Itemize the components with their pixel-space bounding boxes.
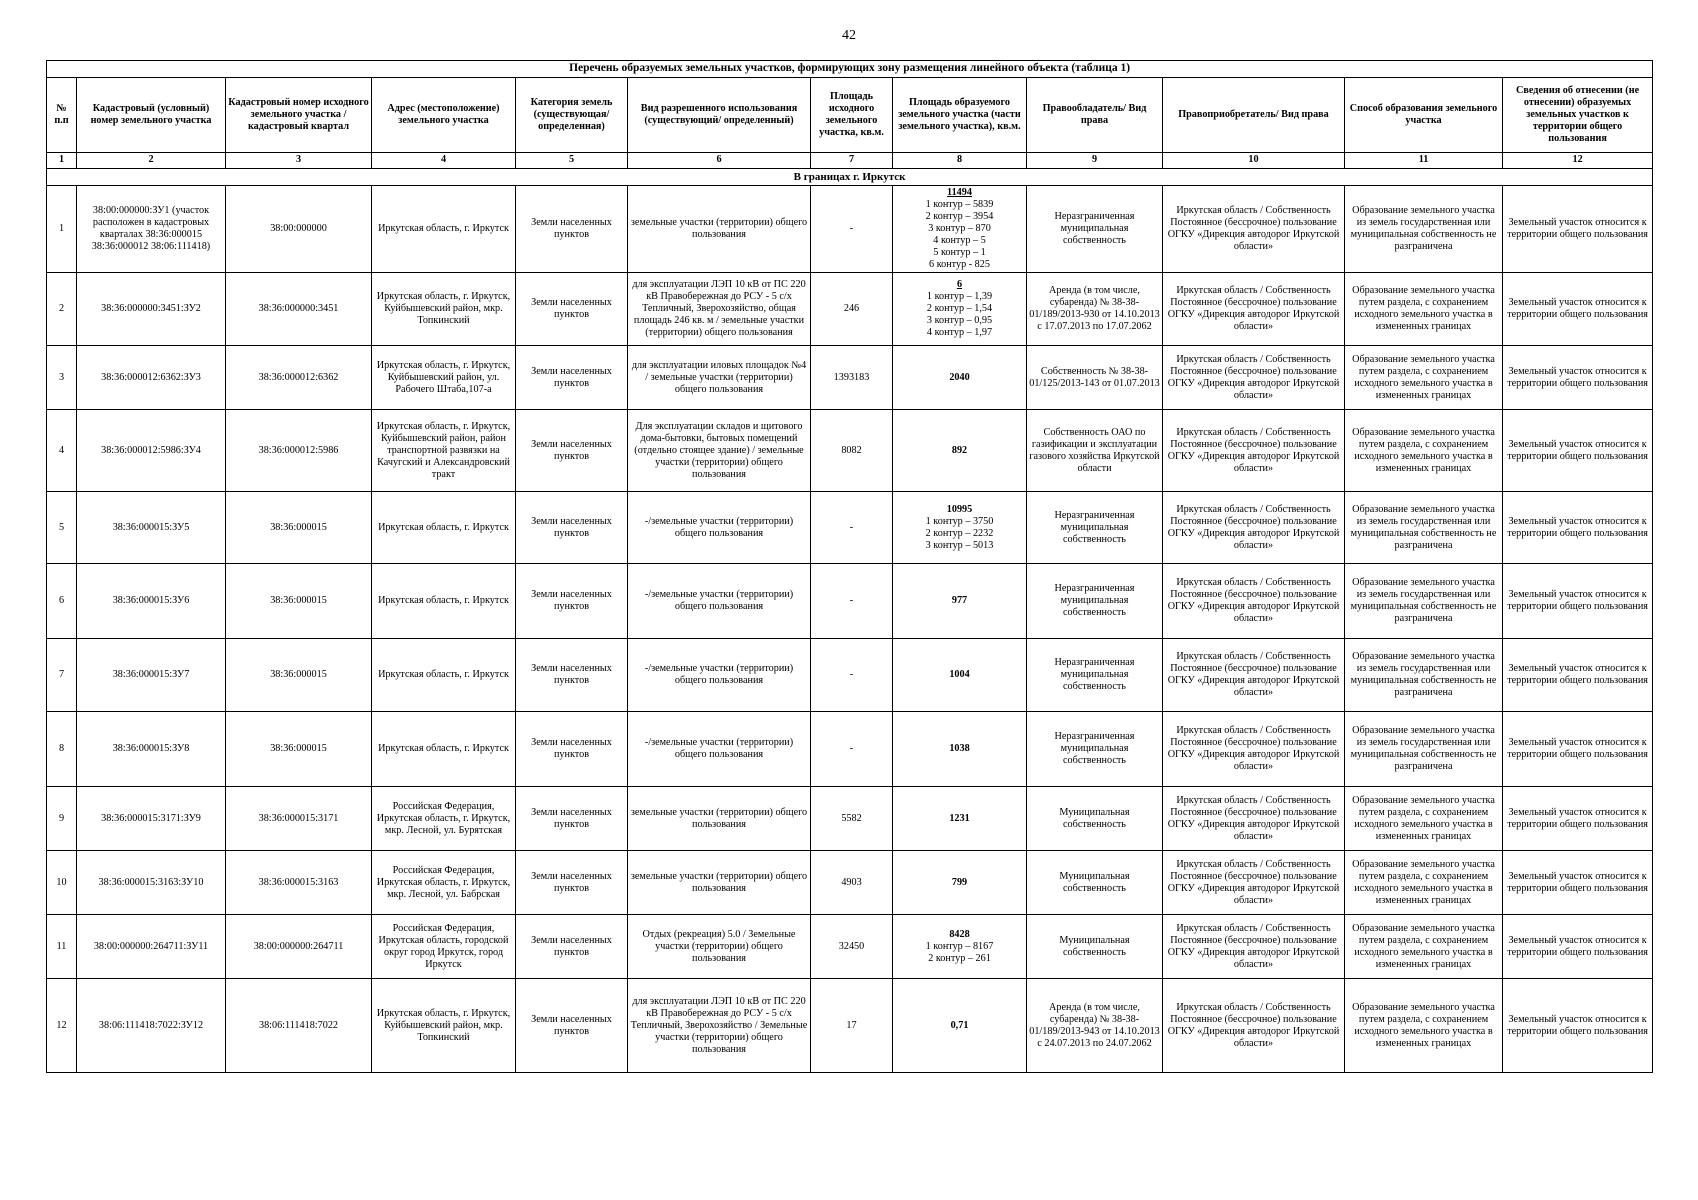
row-number: 4 [47,410,77,492]
right-acquirer: Иркутская область / Собственность Постоянное (бессрочное) пользование ОГКУ «Дирекция автодорог Иркутской области» [1163,712,1345,787]
formation-method: Образование земельного участка путем раздела, с сохранением исходного земельного участка в измененных границах [1345,346,1503,410]
formed-area-total: 1004 [949,669,970,681]
formation-method: Образование земельного участка путем раздела, с сохранением исходного земельного участка в измененных границах [1345,979,1503,1073]
column-header: Адрес (местоположение) земельного участка [372,78,516,153]
formation-method: Образование земельного участка путем раздела, с сохранением исходного земельного участка в измененных границах [1345,273,1503,346]
address: Иркутская область, г. Иркутск [372,712,516,787]
column-number: 5 [516,153,628,169]
right-acquirer: Иркутская область / Собственность Постоянное (бессрочное) пользование ОГКУ «Дирекция автодорог Иркутской области» [1163,787,1345,851]
formed-area-total: 892 [951,444,968,456]
land-category: Земли населенных пунктов [516,979,628,1073]
table-body [47,186,1653,1073]
permitted-use: -/земельные участки (территории) общего пользования [628,639,811,712]
cadastral-number: 38:36:000012:5986:ЗУ4 [77,410,226,492]
table-row [47,410,1653,492]
address: Иркутская область, г. Иркутск, Куйбышевский район, ул. Рабочего Штаба,107-а [372,346,516,410]
address: Российская Федерация, Иркутская область, городской округ город Иркутск, город Иркутск [372,915,516,979]
right-holder: Неразграниченная муниципальная собственность [1027,492,1163,564]
column-header: Правообладатель/ Вид права [1027,78,1163,153]
formed-area [893,410,1027,492]
source-cadastral-number: 38:06:111418:7022 [226,979,372,1073]
column-header: Площадь исходного земельного участка, кв.м. [811,78,893,153]
permitted-use: -/земельные участки (территории) общего пользования [628,712,811,787]
table-row [47,273,1653,346]
right-acquirer: Иркутская область / Собственность Постоянное (бессрочное) пользование ОГКУ «Дирекция автодорог Иркутской области» [1163,979,1345,1073]
column-number: 10 [1163,153,1345,169]
formed-area [893,492,1027,564]
table-row [47,492,1653,564]
public-use-status: Земельный участок относится к территории общего пользования [1503,851,1653,915]
land-category: Земли населенных пунктов [516,492,628,564]
right-holder: Собственность № 38-38-01/125/2013-143 от 01.07.2013 [1027,346,1163,410]
address: Иркутская область, г. Иркутск, Куйбышевский район, район транспортной развязки на Качугский и Александровский тракт [372,410,516,492]
right-acquirer: Иркутская область / Собственность Постоянное (бессрочное) пользование ОГКУ «Дирекция автодорог Иркутской области» [1163,915,1345,979]
right-acquirer: Иркутская область / Собственность Постоянное (бессрочное) пользование ОГКУ «Дирекция автодорог Иркутской области» [1163,564,1345,639]
land-category: Земли населенных пунктов [516,186,628,273]
row-number: 5 [47,492,77,564]
table-row [47,346,1653,410]
right-acquirer: Иркутская область / Собственность Постоянное (бессрочное) пользование ОГКУ «Дирекция автодорог Иркутской области» [1163,186,1345,273]
table-row [47,639,1653,712]
formed-area-total: 8428 [949,928,970,940]
table-row [47,915,1653,979]
cadastral-number: 38:36:000015:ЗУ7 [77,639,226,712]
right-holder: Муниципальная собственность [1027,851,1163,915]
contour-area: 6 контур - 825 [929,259,990,271]
column-header: Правоприобретатель/ Вид права [1163,78,1345,153]
land-category: Земли населенных пунктов [516,851,628,915]
cadastral-number: 38:36:000015:ЗУ5 [77,492,226,564]
permitted-use: для эксплуатации ЛЭП 10 кВ от ПС 220 кВ Правобережная до РСУ - 5 с/х Тепличный, Зверохозяйство, общая площадь 246 кв. м / земельные участки (территории) общего пользования [628,273,811,346]
source-area: 8082 [811,410,893,492]
right-acquirer: Иркутская область / Собственность Постоянное (бессрочное) пользование ОГКУ «Дирекция автодорог Иркутской области» [1163,410,1345,492]
permitted-use: для эксплуатации ЛЭП 10 кВ от ПС 220 кВ Правобережная до РСУ - 5 с/х Тепличный, Зверохозяйство / Земельные участки (территории) общего пользования [628,979,811,1073]
formed-area-total: 1038 [949,743,970,755]
permitted-use: для эксплуатации иловых площадок №4 / земельные участки (территории) общего пользования [628,346,811,410]
cadastral-number: 38:06:111418:7022:ЗУ12 [77,979,226,1073]
address: Российская Федерация, Иркутская область, г. Иркутск, мкр. Лесной, ул. Бурятская [372,787,516,851]
column-header: Категория земель (существующая/ определенная) [516,78,628,153]
formation-method: Образование земельного участка из земель государственная или муниципальная собственность не разграничена [1345,639,1503,712]
cadastral-number: 38:36:000015:3171:ЗУ9 [77,787,226,851]
source-area: 246 [811,273,893,346]
row-number: 9 [47,787,77,851]
formation-method: Образование земельного участка путем раздела, с сохранением исходного земельного участка в измененных границах [1345,851,1503,915]
formed-area [893,564,1027,639]
public-use-status: Земельный участок относится к территории общего пользования [1503,712,1653,787]
table-title: Перечень образуемых земельных участков, формирующих зону размещения линейного объекта (таблица 1) [47,61,1653,78]
right-holder: Неразграниченная муниципальная собственность [1027,639,1163,712]
public-use-status: Земельный участок относится к территории общего пользования [1503,639,1653,712]
column-header: Сведения об отнесении (не отнесении) образуемых земельных участков к территории общего пользования [1503,78,1653,153]
cadastral-number: 38:36:000012:6362:ЗУ3 [77,346,226,410]
formed-area-total: 6 [956,279,963,291]
land-category: Земли населенных пунктов [516,787,628,851]
row-number: 10 [47,851,77,915]
column-number: 7 [811,153,893,169]
permitted-use: -/земельные участки (территории) общего пользования [628,564,811,639]
contour-area: 1 контур – 5839 [925,199,994,211]
right-acquirer: Иркутская область / Собственность Постоянное (бессрочное) пользование ОГКУ «Дирекция автодорог Иркутской области» [1163,346,1345,410]
column-number: 1 [47,153,77,169]
column-number: 4 [372,153,516,169]
table-row [47,564,1653,639]
right-holder: Неразграниченная муниципальная собственность [1027,564,1163,639]
right-holder: Аренда (в том числе, субаренда) № 38-38-01/189/2013-943 от 14.10.2013 с 24.07.2013 по 24.07.2062 [1027,979,1163,1073]
contour-area: 3 контур – 5013 [925,539,994,551]
land-category: Земли населенных пунктов [516,639,628,712]
contour-area: 1 контур – 1,39 [926,291,993,303]
source-area: - [811,712,893,787]
row-number: 8 [47,712,77,787]
formed-area-total: 0,71 [950,1019,969,1031]
land-plots-table [46,60,1653,1073]
formation-method: Образование земельного участка из земель государственная или муниципальная собственность не разграничена [1345,564,1503,639]
column-number-row [47,153,1653,169]
column-number: 2 [77,153,226,169]
source-area: - [811,564,893,639]
contour-area: 3 контур – 0,95 [926,315,993,327]
source-cadastral-number: 38:36:000012:5986 [226,410,372,492]
address: Иркутская область, г. Иркутск [372,186,516,273]
land-category: Земли населенных пунктов [516,915,628,979]
column-number: 3 [226,153,372,169]
table-row [47,186,1653,273]
source-area: 17 [811,979,893,1073]
row-number: 12 [47,979,77,1073]
public-use-status: Земельный участок относится к территории общего пользования [1503,492,1653,564]
contour-area: 2 контур – 261 [928,952,991,964]
table-row [47,979,1653,1073]
contour-area: 4 контур – 5 [933,235,986,247]
source-area: - [811,186,893,273]
land-category: Земли населенных пунктов [516,712,628,787]
header-row [47,78,1653,153]
source-cadastral-number: 38:36:000015 [226,639,372,712]
right-acquirer: Иркутская область / Собственность Постоянное (бессрочное) пользование ОГКУ «Дирекция автодорог Иркутской области» [1163,639,1345,712]
public-use-status: Земельный участок относится к территории общего пользования [1503,410,1653,492]
row-number: 1 [47,186,77,273]
contour-area: 5 контур – 1 [933,247,986,259]
source-area: 1393183 [811,346,893,410]
land-category: Земли населенных пунктов [516,410,628,492]
address: Иркутская область, г. Иркутск [372,639,516,712]
formation-method: Образование земельного участка из земель государственная или муниципальная собственность не разграничена [1345,186,1503,273]
column-number: 8 [893,153,1027,169]
cadastral-number: 38:36:000000:3451:ЗУ2 [77,273,226,346]
permitted-use: Отдых (рекреация) 5.0 / Земельные участки (территории) общего пользования [628,915,811,979]
row-number: 6 [47,564,77,639]
contour-area: 3 контур – 870 [928,223,991,235]
formed-area [893,712,1027,787]
source-area: - [811,492,893,564]
formed-area [893,851,1027,915]
formation-method: Образование земельного участка путем раздела, с сохранением исходного земельного участка в измененных границах [1345,787,1503,851]
formed-area-total: 11494 [947,187,972,198]
column-header: Кадастровый номер исходного земельного участка / кадастровый квартал [226,78,372,153]
source-area: 5582 [811,787,893,851]
formed-area [893,273,1027,346]
cadastral-number: 38:36:000015:ЗУ8 [77,712,226,787]
formed-area [893,915,1027,979]
source-cadastral-number: 38:36:000015 [226,712,372,787]
table-row [47,787,1653,851]
right-holder: Неразграниченная муниципальная собственность [1027,186,1163,273]
public-use-status: Земельный участок относится к территории общего пользования [1503,915,1653,979]
contour-area: 1 контур – 8167 [925,940,994,952]
source-cadastral-number: 38:36:000015:3163 [226,851,372,915]
right-acquirer: Иркутская область / Собственность Постоянное (бессрочное) пользование ОГКУ «Дирекция автодорог Иркутской области» [1163,851,1345,915]
right-holder: Аренда (в том числе, субаренда) № 38-38-01/189/2013-930 от 14.10.2013 с 17.07.2013 по 17.07.2062 [1027,273,1163,346]
formed-area-total: 977 [951,595,968,607]
cadastral-number: 38:00:000000:ЗУ1 (участок расположен в кадастровых кварталах 38:36:000015 38:36:000012 38:06:111418) [77,186,226,273]
cadastral-number: 38:36:000015:ЗУ6 [77,564,226,639]
source-area: 4903 [811,851,893,915]
right-holder: Неразграниченная муниципальная собственность [1027,712,1163,787]
contour-area: 2 контур – 3954 [925,211,994,223]
formation-method: Образование земельного участка путем раздела, с сохранением исходного земельного участка в измененных границах [1345,915,1503,979]
table-row [47,712,1653,787]
address: Российская Федерация, Иркутская область, г. Иркутск, мкр. Лесной, ул. Бабрская [372,851,516,915]
permitted-use: Для эксплуатации складов и щитового дома-бытовки, бытовых помещений (отдельно стоящее здание) / земельные участки (территории) общего пользования [628,410,811,492]
permitted-use: земельные участки (территории) общего пользования [628,851,811,915]
right-acquirer: Иркутская область / Собственность Постоянное (бессрочное) пользование ОГКУ «Дирекция автодорог Иркутской области» [1163,273,1345,346]
source-cadastral-number: 38:36:000000:3451 [226,273,372,346]
formed-area [893,346,1027,410]
contour-area: 1 контур – 3750 [925,515,994,527]
column-number: 11 [1345,153,1503,169]
formed-area [893,979,1027,1073]
formed-area-total: 2040 [949,371,970,383]
land-category: Земли населенных пунктов [516,564,628,639]
formed-area-total: 10995 [946,503,973,515]
right-holder: Муниципальная собственность [1027,787,1163,851]
contour-area: 4 контур – 1,97 [926,327,993,339]
public-use-status: Земельный участок относится к территории общего пользования [1503,564,1653,639]
column-number: 9 [1027,153,1163,169]
cadastral-number: 38:36:000015:3163:ЗУ10 [77,851,226,915]
column-number: 12 [1503,153,1653,169]
land-category: Земли населенных пунктов [516,273,628,346]
permitted-use: земельные участки (территории) общего пользования [628,787,811,851]
table-row [47,851,1653,915]
right-holder: Собственность ОАО по газификации и эксплуатации газового хозяйства Иркутской области [1027,410,1163,492]
source-cadastral-number: 38:36:000012:6362 [226,346,372,410]
source-cadastral-number: 38:36:000015:3171 [226,787,372,851]
contour-area: 2 контур – 1,54 [926,303,993,315]
page-number: 42 [842,28,856,43]
column-header: Способ образования земельного участка [1345,78,1503,153]
formation-method: Образование земельного участка путем раздела, с сохранением исходного земельного участка в измененных границах [1345,410,1503,492]
column-header: № п.п [47,78,77,153]
right-holder: Муниципальная собственность [1027,915,1163,979]
public-use-status: Земельный участок относится к территории общего пользования [1503,273,1653,346]
source-cadastral-number: 38:00:000000:264711 [226,915,372,979]
address: Иркутская область, г. Иркутск, Куйбышевский район, мкр. Топкинский [372,273,516,346]
source-area: 32450 [811,915,893,979]
source-cadastral-number: 38:36:000015 [226,492,372,564]
source-cadastral-number: 38:36:000015 [226,564,372,639]
formed-area-total: 799 [951,876,968,888]
source-area: - [811,639,893,712]
formed-area [893,639,1027,712]
source-cadastral-number: 38:00:000000 [226,186,372,273]
formed-area [893,787,1027,851]
row-number: 11 [47,915,77,979]
column-header: Площадь образуемого земельного участка (части земельного участка), кв.м. [893,78,1027,153]
column-number: 6 [628,153,811,169]
permitted-use: -/земельные участки (территории) общего пользования [628,492,811,564]
column-header: Вид разрешенного использования (существующий/ определенный) [628,78,811,153]
contour-area: 2 контур – 2232 [925,527,994,539]
right-acquirer: Иркутская область / Собственность Постоянное (бессрочное) пользование ОГКУ «Дирекция автодорог Иркутской области» [1163,492,1345,564]
cadastral-number: 38:00:000000:264711:ЗУ11 [77,915,226,979]
address: Иркутская область, г. Иркутск [372,564,516,639]
formation-method: Образование земельного участка из земель государственная или муниципальная собственность не разграничена [1345,712,1503,787]
row-number: 7 [47,639,77,712]
address: Иркутская область, г. Иркутск, Куйбышевский район, мкр. Топкинский [372,979,516,1073]
public-use-status: Земельный участок относится к территории общего пользования [1503,186,1653,273]
row-number: 3 [47,346,77,410]
formed-area-total: 1231 [949,812,970,824]
land-category: Земли населенных пунктов [516,346,628,410]
public-use-status: Земельный участок относится к территории общего пользования [1503,979,1653,1073]
section-heading: В границах г. Иркутск [47,169,1653,186]
address: Иркутская область, г. Иркутск [372,492,516,564]
permitted-use: земельные участки (территории) общего пользования [628,186,811,273]
public-use-status: Земельный участок относится к территории общего пользования [1503,346,1653,410]
column-header: Кадастровый (условный) номер земельного участка [77,78,226,153]
public-use-status: Земельный участок относится к территории общего пользования [1503,787,1653,851]
formed-area [893,186,1027,273]
formation-method: Образование земельного участка из земель государственная или муниципальная собственность не разграничена [1345,492,1503,564]
row-number: 2 [47,273,77,346]
